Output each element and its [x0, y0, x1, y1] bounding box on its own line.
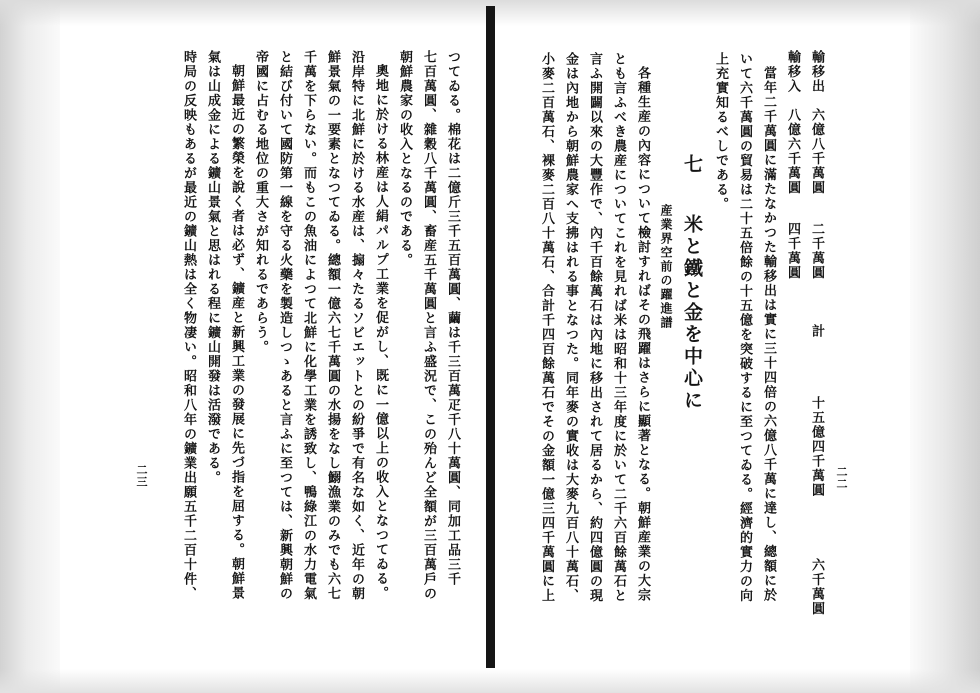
body-text-line: 鮮景氣の一要素となつてゐる。總額一億六七千萬圓の水揚をなし鰯漁業のみでも六七 — [325, 50, 340, 601]
body-text-line: 七百萬圓、雜穀八千萬圓、畜産五千萬圓と言ふ盛況で、この殆んど全額が三百萬戶の — [421, 50, 436, 601]
book-spine — [486, 6, 495, 668]
body-text-line: 朝鮮最近の繁榮を說く者は必ず、鑛産と新興工業の發展に先づ指を屈する。朝鮮景 — [229, 64, 244, 601]
table-cell: 十五億四千萬圓 — [809, 396, 824, 498]
body-text-line: 金は內地から朝鮮農家へ支拂はれる事となつた。同年麥の實收は大麥九百八十萬石、 — [563, 52, 578, 603]
body-text-line: 千萬を下らない。而もこの魚油によつて北鮮に化學工業を誘致し、鴨綠江の水力電氣 — [301, 50, 316, 601]
section-title: 米と鐵と金を中心に — [681, 214, 703, 412]
body-text-line: 帝國に占むる地位の重大さが知れるであらう。 — [253, 50, 268, 355]
table-row-label: 輸移出 — [809, 50, 824, 94]
body-text-line: 時局の反映もあるが最近の鑛山熱は全く物凄い。昭和八年の鑛業出願五千二百十件、 — [181, 50, 196, 601]
body-text-line: 言ふ開闢以來の大豐作で、內千百餘萬石は內地に移出されて居るから、約四億圓の現 — [587, 52, 602, 603]
body-text-line: 沿岸特に北鮮に於ける水産は、搧々たるソビエットとの紛爭で有名な如く、近年の朝 — [349, 50, 364, 601]
scan-shadow-right — [910, 0, 980, 693]
body-text-line: 氣は山成金による鑛山景氣と思はれる程に鑛山開發は活潑である。 — [205, 50, 220, 485]
table-row-label: 輸移入 — [785, 50, 800, 94]
body-text-line: 上充實知るべしである。 — [713, 52, 728, 212]
table-cell: 計 — [809, 324, 824, 339]
body-text-line: 當年二千萬圓に滿たなかつた輸移出は實に三十四倍の六億八千萬に達し、總額に於 — [761, 66, 776, 603]
table-cell: 二千萬圓 — [809, 222, 824, 280]
body-text-line: 各種生産の內容について檢討すればその飛躍はさらに顯著となる。朝鮮産業の大宗 — [635, 66, 650, 603]
table-cell: 四千萬圓 — [785, 222, 800, 280]
right-page — [539, 36, 850, 656]
body-text-line: 小麥二百萬石、裸麥二百八十萬石、合計千四百餘萬石でその金額一億三四千萬圓に上 — [539, 52, 554, 603]
body-text-line: と結び付いて國防第一線を守る火藥を製造しつゝあると言ふに至つては、新興朝鮮の — [277, 50, 292, 601]
table-cell: 六千萬圓 — [809, 558, 824, 616]
body-text-line: いて六千萬圓の貿易は二十五倍餘の十五億を突破するに至つてゐる。經濟的實力の向 — [737, 52, 752, 603]
table-cell: 八億六千萬圓 — [785, 108, 800, 195]
body-text-line: とも言ふべき農産についてこれを見れば米は昭和十三年度に於いて二千六百餘萬石と — [611, 52, 626, 603]
body-text-line: 朝鮮農家の收入となるのである。 — [397, 50, 412, 268]
body-text-line: つてゐる。棉花は二億斤三千五百萬圓、繭は千三百萬疋千八十萬圓、同加工品三千 — [445, 50, 460, 587]
table-cell: 六億八千萬圓 — [809, 108, 824, 195]
scan-shadow-left — [0, 0, 60, 693]
scan-shadow-bottom — [0, 669, 980, 693]
body-text-line: 奧地に於ける林産は人絹パルプ工業を促がし、既に一億以上の收入となつてゐる。 — [373, 64, 388, 601]
left-page — [118, 36, 474, 656]
section-subtitle: 産業界空前の躍進譜 — [659, 204, 673, 330]
page-number: 二三 — [135, 464, 148, 488]
section-number: 七 — [681, 154, 703, 176]
page-number: 二二 — [835, 466, 848, 490]
